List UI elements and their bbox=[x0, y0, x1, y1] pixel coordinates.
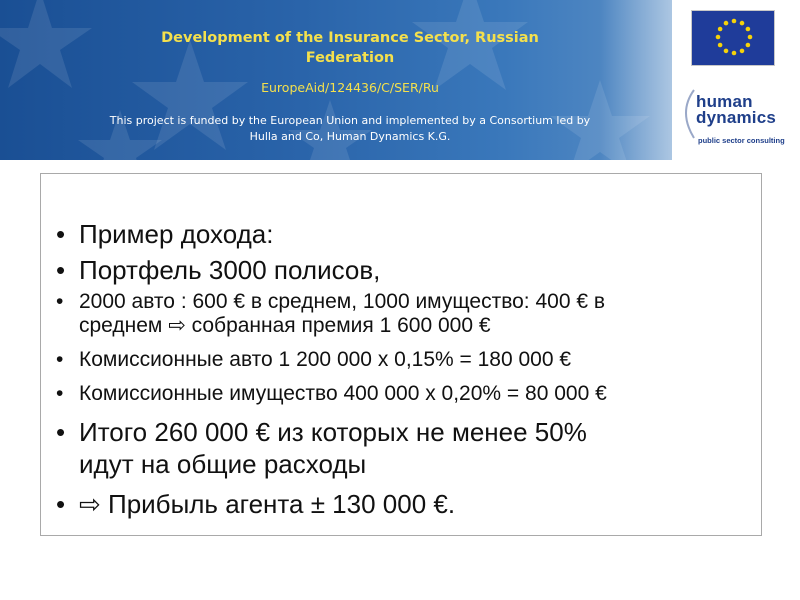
bullet-marker: • bbox=[56, 417, 66, 447]
bullet-item bbox=[53, 382, 753, 406]
eu-flag-icon bbox=[691, 10, 775, 66]
bullet-marker: • bbox=[56, 219, 66, 249]
bullet-text-line2: идут на общие расходы bbox=[79, 449, 367, 479]
funding-line1: This project is funded by the European Union and implemented by a Consortium led by bbox=[109, 114, 591, 127]
header-banner bbox=[0, 0, 800, 160]
bullet-text: Комиссионные авто 1 200 000 х 0,15% = 180 000 € bbox=[79, 348, 572, 371]
logo-tagline: public sector consulting bbox=[698, 136, 785, 145]
bullet-text: Пример дохода: bbox=[79, 219, 274, 249]
bullet-marker: • bbox=[56, 290, 64, 313]
bullet-item bbox=[53, 488, 753, 520]
bullet-item bbox=[53, 290, 753, 338]
content-box bbox=[40, 173, 762, 536]
bullet-item bbox=[53, 348, 753, 372]
logo-word-human: human bbox=[696, 92, 753, 111]
bullet-item bbox=[53, 254, 753, 286]
bullet-item bbox=[53, 416, 753, 480]
bullet-text-line1: 2000 авто : 600 € в среднем, 1000 имущество: 400 € в bbox=[79, 290, 606, 313]
bullet-item bbox=[53, 218, 753, 250]
project-title-line1: Development of the Insurance Sector, Russian bbox=[161, 30, 539, 46]
project-code: EuropeAid/124436/C/SER/Ru bbox=[261, 80, 439, 95]
bullet-marker: • bbox=[56, 382, 64, 405]
project-title-line2: Federation bbox=[305, 50, 395, 66]
human-dynamics-logo bbox=[688, 90, 788, 150]
bullet-text: ⇨ Прибыль агента ± 130 000 €. bbox=[79, 489, 456, 519]
bullet-text: Комиссионные имущество 400 000 х 0,20% = 80 000 € bbox=[79, 382, 607, 405]
project-title bbox=[70, 28, 630, 68]
bullet-text-line1: Итого 260 000 € из которых не менее 50% bbox=[79, 417, 587, 447]
funding-statement bbox=[20, 113, 680, 145]
funding-line2: Hulla and Co, Human Dynamics K.G. bbox=[249, 130, 451, 143]
bullet-marker: • bbox=[56, 489, 66, 519]
bullet-list bbox=[53, 218, 753, 524]
logo-word-dynamics: dynamics bbox=[696, 108, 777, 127]
bullet-text-line2: среднем ⇨ собранная премия 1 600 000 € bbox=[79, 314, 491, 337]
bullet-marker: • bbox=[56, 348, 64, 371]
bullet-text: Портфель 3000 полисов, bbox=[79, 255, 381, 285]
bullet-marker: • bbox=[56, 255, 66, 285]
